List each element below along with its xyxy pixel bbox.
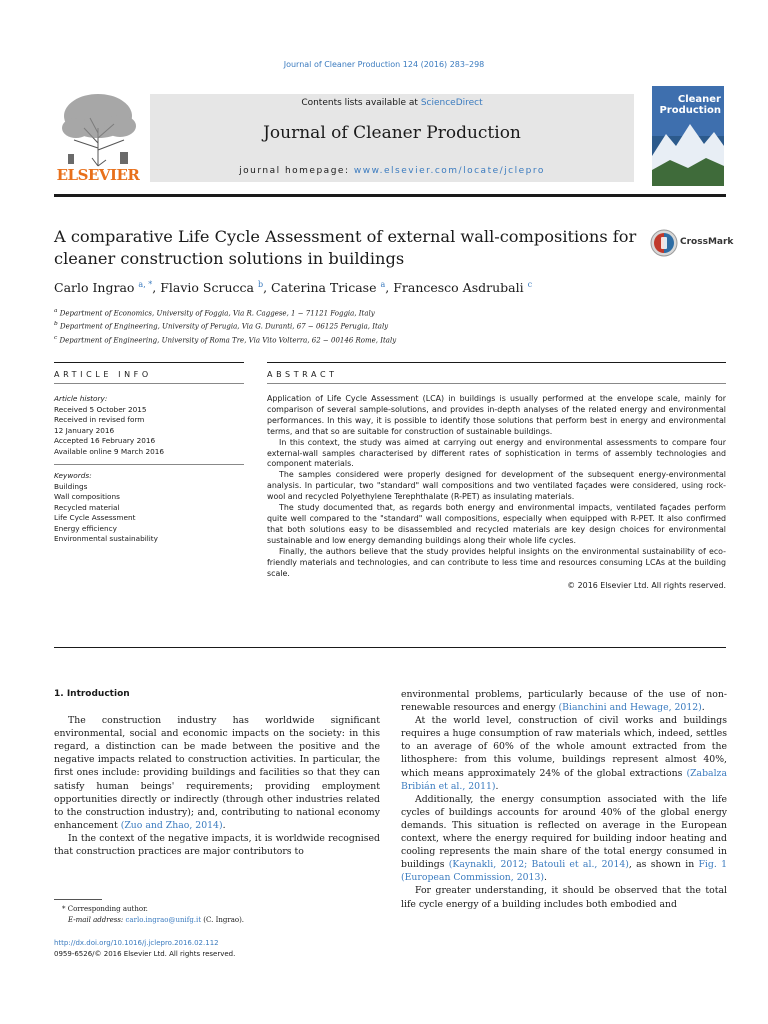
author[interactable] xyxy=(160,280,271,295)
homepage-link[interactable]: www.elsevier.com/locate/jclepro xyxy=(353,166,545,176)
affiliation-mark: a xyxy=(54,308,58,314)
crossmark-icon xyxy=(650,229,678,257)
article-info-rule-top xyxy=(54,362,244,363)
author-affiliation-mark[interactable]: a, * xyxy=(138,280,153,289)
footnote-rule xyxy=(54,899,102,900)
affiliation-item xyxy=(54,306,396,319)
citation-link[interactable]: (Zabalza Bribián et al., 2011) xyxy=(401,767,727,792)
author[interactable] xyxy=(54,280,160,295)
affiliation-text: Department of Engineering, University of Perugia, Via G. Duranti, 67 − 06125 Perugia, Italy xyxy=(59,322,389,331)
author-affiliation-mark[interactable]: c xyxy=(527,280,533,289)
citation-link[interactable]: (Kaynakli, 2012; Batouli et al., 2014) xyxy=(448,859,629,871)
body-column-right xyxy=(401,688,727,911)
crossmark-badge[interactable] xyxy=(650,229,734,259)
body-paragraph: In the context of the negative impacts, it is worldwide recognised that construction practices are major contributors to xyxy=(54,832,380,858)
body-text: . xyxy=(701,702,705,714)
author-separator: , xyxy=(385,280,394,296)
author-name: Carlo Ingrao xyxy=(54,280,135,296)
history-item: Available online 9 March 2016 xyxy=(54,446,165,456)
citation-link[interactable]: (Zuo and Zhao, 2014) xyxy=(120,819,223,831)
contents-prefix: Contents lists available at xyxy=(301,98,421,108)
body-paragraph xyxy=(54,714,380,832)
body-paragraph xyxy=(401,793,727,885)
journal-header xyxy=(54,84,726,197)
contents-line xyxy=(150,98,634,108)
email-label: E-mail address: xyxy=(68,916,126,924)
author[interactable] xyxy=(271,280,393,295)
keyword: Wall compositions xyxy=(54,492,120,501)
author-separator: , xyxy=(152,280,161,296)
keyword: Energy efficiency xyxy=(54,523,117,533)
affiliation-item xyxy=(54,333,396,346)
body-text: At the world level, construction of civil works and buildings requires a huge consumption of raw materials which, indeed, settles to an average of 60% of the whole amount extracted from the lithosphere: from this volume, buildings represent almost 40%, which means approximately 24% of the global extractions xyxy=(401,715,727,779)
crossmark-label: CrossMark xyxy=(680,237,734,247)
abstract-rule xyxy=(267,383,726,384)
author-affiliation-mark[interactable]: a xyxy=(380,280,386,289)
author[interactable] xyxy=(393,280,532,295)
cover-line-1: Cleaner xyxy=(677,94,721,105)
journal-banner xyxy=(150,94,634,182)
author-name: Caterina Tricase xyxy=(271,280,377,296)
body-text: . xyxy=(222,819,226,831)
cover-title xyxy=(659,94,721,116)
keyword: Recycled material xyxy=(54,502,120,512)
journal-title: Journal of Cleaner Production xyxy=(263,123,521,143)
author-separator: , xyxy=(263,280,272,296)
author-name: Francesco Asdrubali xyxy=(393,280,524,296)
abstract-paragraph: The samples considered were properly designed for development of the subsequent energy-environmental analysis. In particular, two "standard" wall compositions and two ventilated façades were considered, using rock-wool and recycled Polyethylene Terephthalate (R-PET) as insulating materials. xyxy=(267,470,726,502)
abstract-rule-top xyxy=(267,362,726,363)
history-item: Received 5 October 2015 xyxy=(54,404,147,414)
author-affiliation-mark[interactable]: b xyxy=(257,280,264,289)
issn-copyright: 0959-6526/© 2016 Elsevier Ltd. All rights reserved. xyxy=(54,950,236,958)
author-name: Flavio Scrucca xyxy=(160,280,254,296)
section-heading: 1. Introduction xyxy=(54,689,130,699)
affiliation-mark: b xyxy=(54,321,58,328)
author-list xyxy=(54,280,532,295)
abstract-copyright: © 2016 Elsevier Ltd. All rights reserved. xyxy=(567,581,726,591)
article-info-rule xyxy=(54,383,244,384)
affiliation-text: Department of Engineering, University of Roma Tre, Via Vito Volterra, 62 − 00146 Rome, Italy xyxy=(59,335,397,344)
abstract-paragraph: Finally, the authors believe that the study provides helpful insights on the environmental sustainability of eco-friendly materials and technologies, and can contribute to less time and resources consuming LCAs at the building scale. xyxy=(267,546,726,578)
keyword: Environmental sustainability xyxy=(54,534,158,543)
body-text: environmental problems, particularly because of the use of non-renewable resources and energy xyxy=(401,689,727,714)
article-info xyxy=(54,394,244,545)
homepage-line xyxy=(150,166,634,176)
article-title: A comparative Life Cycle Assessment of external wall-compositions for cleaner construction solutions in buildings xyxy=(54,227,637,268)
citation-link[interactable]: (Bianchini and Hewage, 2012) xyxy=(558,702,702,714)
keyword: Buildings xyxy=(54,481,88,491)
history-item: Received in revised form xyxy=(54,415,145,424)
abstract-heading: ABSTRACT xyxy=(267,370,338,379)
journal-citation[interactable]: Journal of Cleaner Production 124 (2016) 283–298 xyxy=(283,60,485,69)
citation-link[interactable]: (European Commission, 2013) xyxy=(401,872,544,884)
body-paragraph xyxy=(401,714,727,793)
footnote xyxy=(54,904,244,926)
journal-cover-image xyxy=(652,86,724,186)
figure-link[interactable]: Fig. 1 xyxy=(698,859,727,871)
abstract-paragraph: In this context, the study was aimed at carrying out energy and environmental assessments to compare four external-wall samples characterised by different rates of sophistication in terms of assembly technologies and component materials. xyxy=(267,437,726,469)
abstract-body xyxy=(267,394,726,592)
body-text: . xyxy=(495,780,499,792)
body-text: , as shown in xyxy=(628,859,699,871)
cover-line-2: Production xyxy=(659,105,721,116)
history-item: Accepted 16 February 2016 xyxy=(54,436,156,445)
abstract-paragraph: Application of Life Cycle Assessment (LCA) in buildings is usually performed at the envelope scale, mainly for comparison of several sample-solutions, and provides in-depth analyses of the related energy and environmental performances. In this way, it is possible to identify those solutions that perform best in energy and environmental terms, and that so are suitable for construction of sustainable buildings. xyxy=(267,394,726,436)
abstract-rule-bottom xyxy=(54,647,726,648)
abstract-paragraph: The study documented that, as regards both energy and environmental impacts, ventilated façades perform quite well compared to the "standard" wall compositions, especially when equipped with R-PET. It also confirmed that both solutions easy to be disassembled and recycled materials are key design choices for environmental sustainable and low energy demanding buildings along their whole life cycles. xyxy=(267,503,726,545)
body-text: . xyxy=(544,872,547,884)
email-link[interactable]: carlo.ingrao@unifg.it xyxy=(125,916,202,924)
body-text: Additionally, the energy consumption associated with the life cycles of buildings accounts for around 40% of the global energy demands. This situation is reflected on average in the European context, where the energy required for building indoor heating and cooling represents the main share of the total energy consumed in buildings xyxy=(401,793,727,871)
email-suffix: (C. Ingrao). xyxy=(201,916,245,924)
sciencedirect-link[interactable]: ScienceDirect xyxy=(420,98,483,108)
affiliation-text: Department of Economics, University of Foggia, Via R. Caggese, 1 − 71121 Foggia, Italy xyxy=(59,309,375,318)
affiliation-mark: c xyxy=(54,334,58,341)
corresponding-author-note: * Corresponding author. xyxy=(62,905,148,913)
homepage-prefix: journal homepage: xyxy=(239,166,354,176)
doi-link[interactable]: http://dx.doi.org/10.1016/j.jclepro.2016.02.112 xyxy=(54,939,219,947)
page-footer xyxy=(54,938,235,960)
history-item: 12 January 2016 xyxy=(54,425,115,435)
body-paragraph xyxy=(401,688,727,714)
body-text: The construction industry has worldwide significant environmental, social and economic impacts on the society: in this regard, a distinction can be made between the positive and the negative impacts related to construction activities. In particular, the first ones include: providing buildings and facilities so that they can satisfy human beings' requirements; providing employment opportunities directly or indirectly (through other industries related to the construction industry); and, contributing to national economy enhancement xyxy=(54,715,380,831)
keywords-divider xyxy=(54,464,244,465)
keywords-label: Keywords: xyxy=(54,471,92,480)
affiliations xyxy=(54,306,396,346)
body-column-left xyxy=(54,688,380,858)
body-paragraph: For greater understanding, it should be observed that the total life cycle energy of a building includes both embodied and xyxy=(401,885,727,910)
keyword: Life Cycle Assessment xyxy=(54,513,136,522)
article-info-heading: ARTICLE INFO xyxy=(54,370,152,379)
affiliation-item xyxy=(54,319,396,332)
email-note xyxy=(54,915,244,926)
elsevier-wordmark: ELSEVIER xyxy=(56,166,140,184)
history-label: Article history: xyxy=(54,394,108,403)
